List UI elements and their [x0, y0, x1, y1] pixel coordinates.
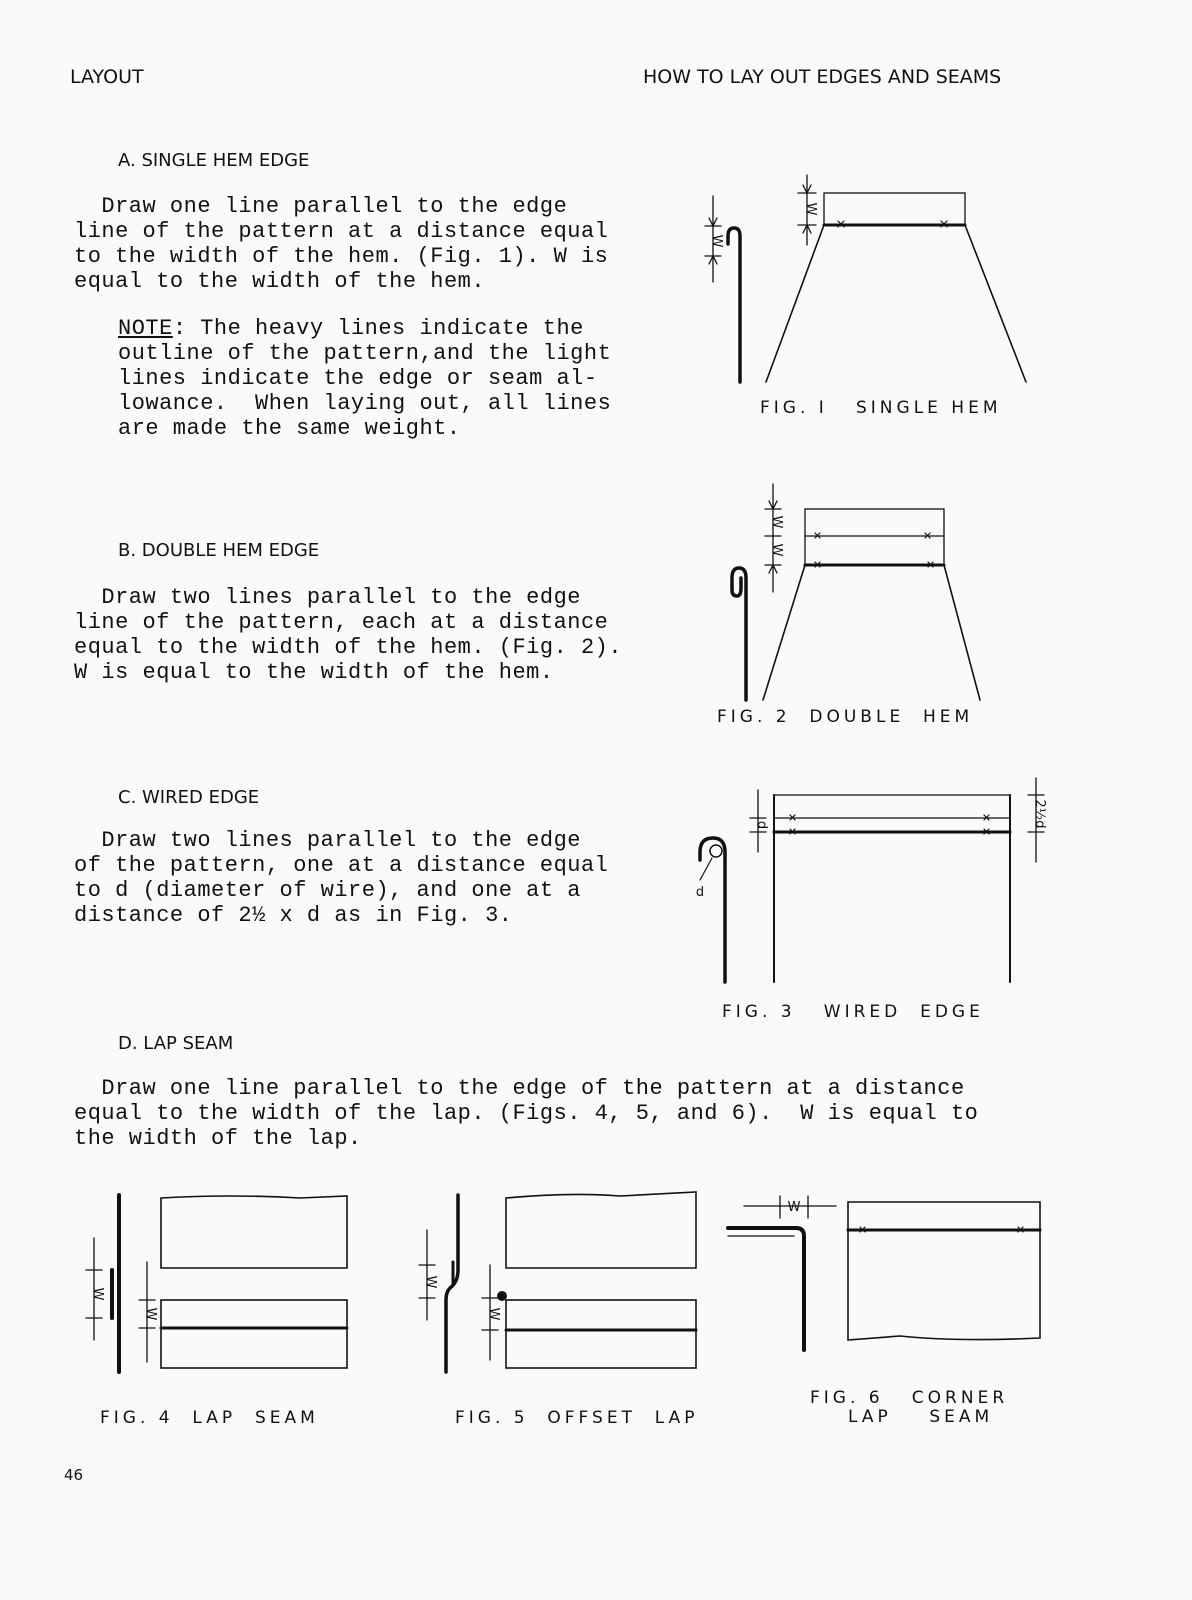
fig4-seam-profile — [112, 1195, 119, 1372]
fig3-pattern — [774, 795, 1010, 982]
body-line: of the pattern, one at a distance equal — [74, 853, 609, 878]
running-head-right: HOW TO LAY OUT EDGES AND SEAMS — [643, 66, 1002, 88]
section-b-title: B. DOUBLE HEM EDGE — [118, 540, 320, 561]
note-line: lines indicate the edge or seam al- — [118, 366, 598, 391]
fig4-w-label-2: W — [143, 1307, 158, 1321]
fig5-sheets — [497, 1192, 696, 1368]
fig6-sheet — [848, 1202, 1040, 1340]
note-line: are made the same weight. — [118, 416, 461, 441]
running-head-left: LAYOUT — [70, 66, 144, 88]
fig5-seam-profile — [446, 1195, 458, 1372]
fig4-caption: FIG. 4 LAP SEAM — [100, 1408, 319, 1428]
body-line: to the width of the hem. (Fig. 1). W is — [74, 244, 609, 269]
body-line: W is equal to the width of the hem. — [74, 660, 554, 685]
note-first-text: : The heavy lines indicate the — [172, 316, 584, 341]
fig3-d-label: d — [754, 820, 769, 830]
fig5-w-label-2: W — [486, 1307, 501, 1321]
fig3-wire-d-label: d — [695, 885, 705, 900]
body-line: Draw two lines parallel to the edge — [74, 828, 581, 853]
fig2-dimension — [765, 484, 781, 592]
body-line: equal to the width of the hem. (Fig. 2). — [74, 635, 623, 660]
fig2-w-label: W — [769, 543, 784, 557]
section-c-title: C. WIRED EDGE — [118, 787, 260, 808]
body-line: line of the pattern at a distance equal — [74, 219, 609, 244]
section-d-title: D. LAP SEAM — [118, 1033, 234, 1054]
body-line: the width of the lap. — [74, 1126, 362, 1151]
fig2-w-label: W — [769, 515, 784, 529]
body-line: equal to the width of the lap. (Figs. 4, 5, and 6). W is equal to — [74, 1101, 979, 1126]
fig1-pattern — [766, 193, 1026, 382]
fig4-w-label: W — [90, 1287, 105, 1301]
page-number: 46 — [64, 1466, 84, 1484]
note-line: outline of the pattern,and the light — [118, 341, 612, 366]
note-line: lowance. When laying out, all lines — [118, 391, 612, 416]
fig6-caption-line1: FIG. 6 CORNER — [810, 1388, 1009, 1408]
fig6-caption-line2: LAP SEAM — [848, 1407, 994, 1427]
body-line: line of the pattern, each at a distance — [74, 610, 609, 635]
fig3-wire-profile — [700, 838, 725, 982]
body-line: Draw one line parallel to the edge of the pattern at a distance — [74, 1076, 965, 1101]
body-line: Draw one line parallel to the edge — [74, 194, 568, 219]
fig5-w-label: W — [423, 1275, 438, 1289]
fig3-2d-label: 2½d — [1032, 799, 1047, 829]
body-line: distance of 2½ x d as in Fig. 3. — [74, 903, 513, 928]
body-line: to d (diameter of wire), and one at a — [74, 878, 581, 903]
fig1-top-w-label: W — [803, 202, 818, 216]
body-line: equal to the width of the hem. — [74, 269, 486, 294]
fig4-sheets — [161, 1196, 347, 1368]
fig6-seam-profile — [728, 1228, 804, 1350]
fig2-caption: FIG. 2 DOUBLE HEM — [717, 707, 974, 727]
section-a-title: A. SINGLE HEM EDGE — [118, 150, 310, 171]
body-line: Draw two lines parallel to the edge — [74, 585, 581, 610]
fig1-hem-profile — [728, 228, 740, 382]
fig1-caption: FIG. I SINGLE HEM — [760, 398, 1002, 418]
fig6-w-label: W — [787, 1200, 801, 1215]
fig2-hem-profile — [732, 568, 746, 700]
note-label: NOTE — [118, 316, 173, 341]
fig1-w-label: W — [709, 234, 724, 248]
fig5-caption: FIG. 5 OFFSET LAP — [455, 1408, 699, 1428]
fig2-pattern — [763, 509, 980, 700]
fig3-caption: FIG. 3 WIRED EDGE — [722, 1002, 984, 1022]
